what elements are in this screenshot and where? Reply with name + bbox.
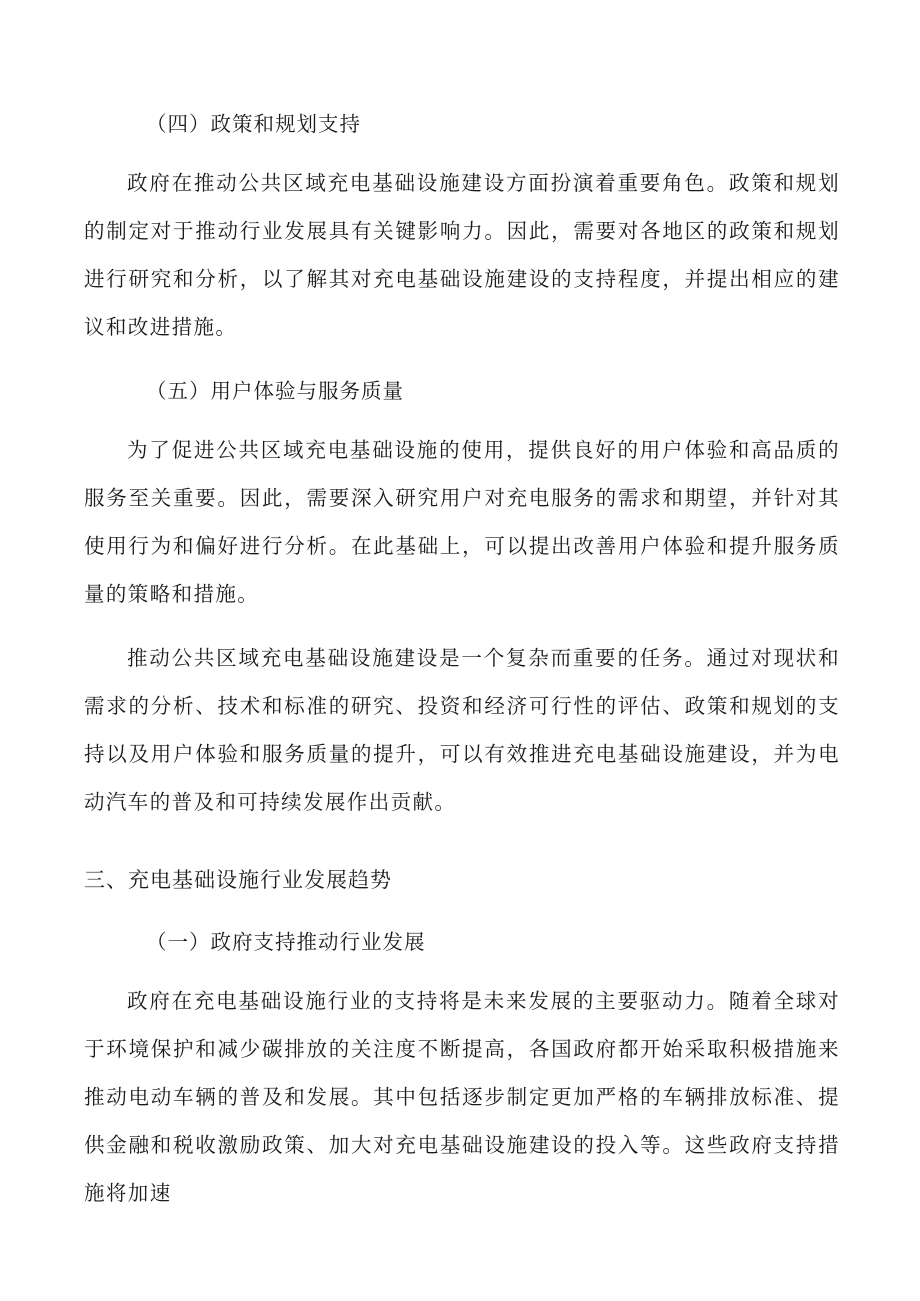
section-subheading-user-experience: （五）用户体验与服务质量 bbox=[146, 379, 404, 403]
chapter-heading-trends: 三、充电基础设施行业发展趋势 bbox=[84, 868, 392, 892]
section-subheading-policy: （四）政策和规划支持 bbox=[146, 112, 361, 136]
paragraph-summary: 推动公共区域充电基础设施建设是一个复杂而重要的任务。通过对现状和需求的分析、技术和标准的研究、投资和经济可行性的评估、政策和规划的支持以及用户体验和服务质量的提升，可以有效推进充电基础设施建设，并为电动汽车的普及和可持续发展作出贡献。 bbox=[84, 646, 840, 814]
section-subheading-government-support: （一）政府支持推动行业发展 bbox=[146, 930, 426, 954]
paragraph-user-experience: 为了促进公共区域充电基础设施的使用，提供良好的用户体验和高品质的服务至关重要。因此，需要深入研究用户对充电服务的需求和期望，并针对其使用行为和偏好进行分析。在此基础上，可以提出改善用户体验和提升服务质量的策略和措施。 bbox=[84, 438, 840, 606]
paragraph-government-support: 政府在充电基础设施行业的支持将是未来发展的主要驱动力。随着全球对于环境保护和减少碳排放的关注度不断提高，各国政府都开始采取积极措施来推动电动车辆的普及和发展。其中包括逐步制定更加严格的车辆排放标准、提供金融和税收激励政策、加大对充电基础设施建设的投入等。这些政府支持措施将加速 bbox=[84, 989, 840, 1205]
paragraph-policy: 政府在推动公共区域充电基础设施建设方面扮演着重要角色。政策和规划的制定对于推动行业发展具有关键影响力。因此，需要对各地区的政策和规划进行研究和分析，以了解其对充电基础设施建设的支持程度，并提出相应的建议和改进措施。 bbox=[84, 171, 840, 339]
